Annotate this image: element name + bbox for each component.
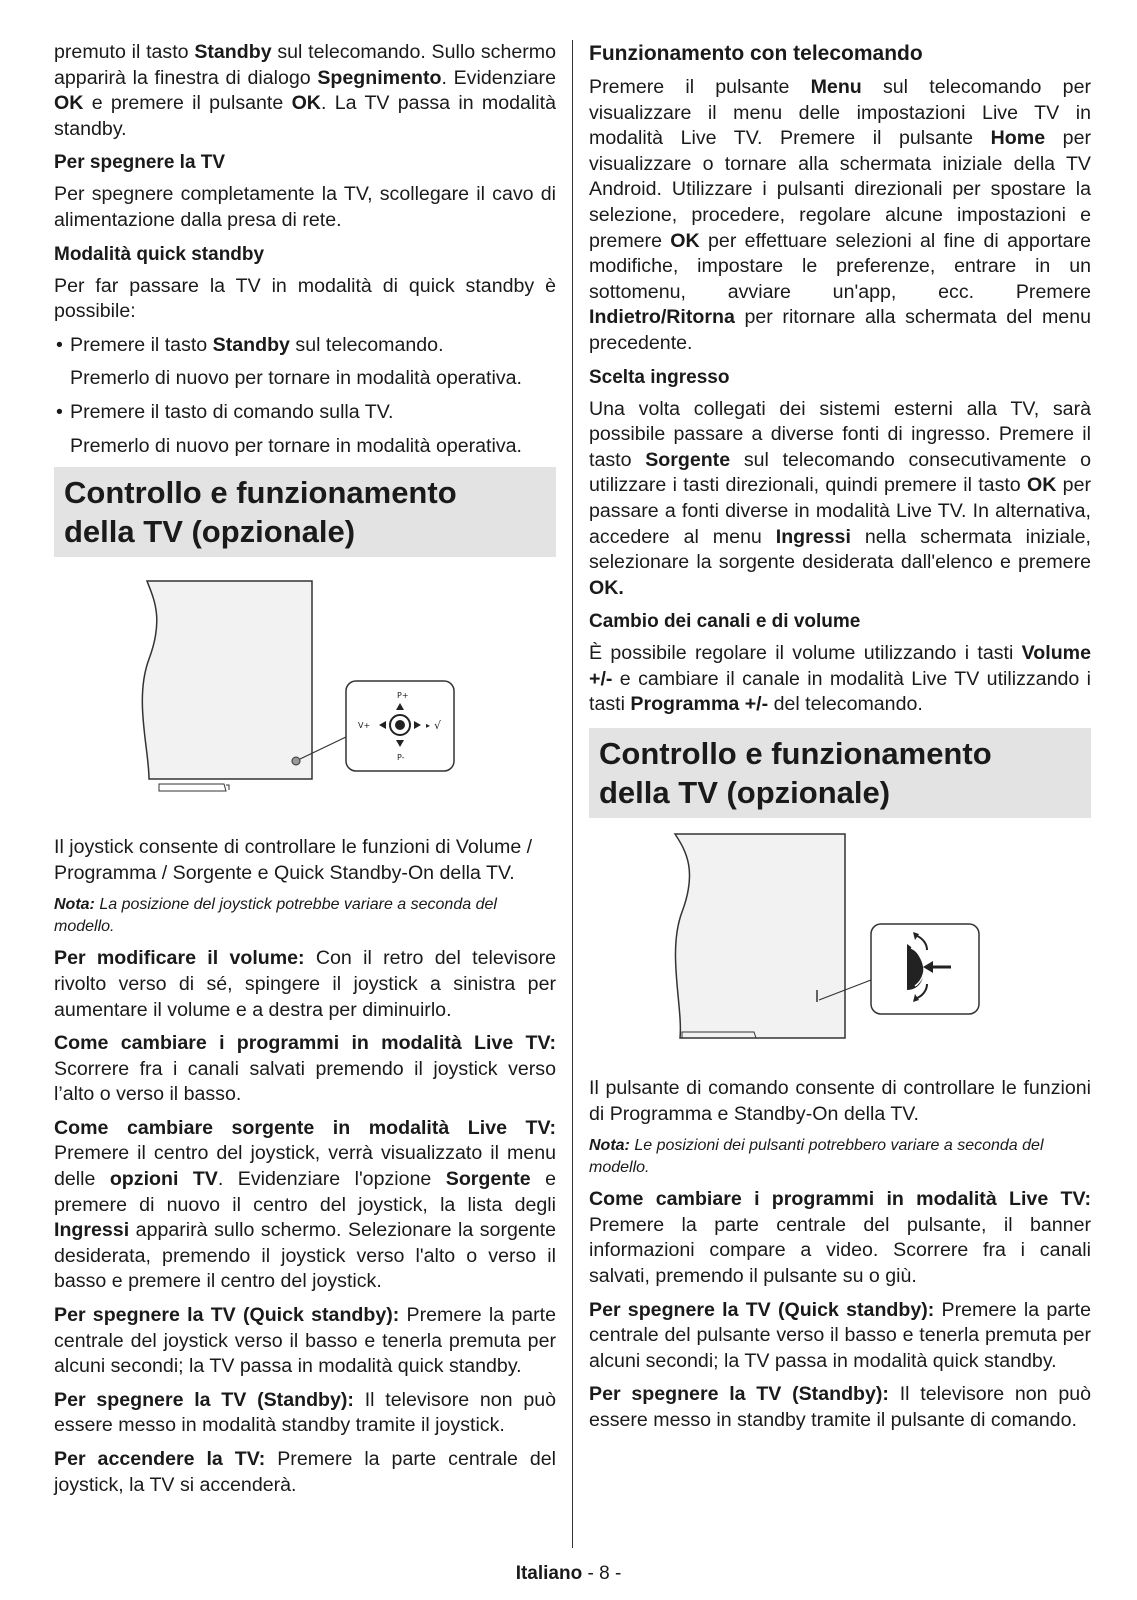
note-pulsanti: Nota: Le posizioni dei pulsanti potrebbero variare a seconda del modello. bbox=[589, 1137, 1044, 1177]
paragraph-joystick: Il joystick consente di controllare le funzioni di Volume / Programma / Sorgente e Quick Standby-On della TV. bbox=[54, 836, 533, 884]
paragraph-standby-off: Per spegnere la TV (Standby): Il televisore non può essere messo in modalità standby tramite il joystick. bbox=[54, 1388, 557, 1437]
list-item: • Premere il tasto di comando sulla TV. bbox=[54, 400, 556, 426]
svg-text:√: √ bbox=[434, 719, 442, 733]
left-column bbox=[54, 40, 556, 1506]
paragraph-accendere: Per accendere la TV: Premere la parte centrale del joystick, la TV si accenderà. bbox=[54, 1448, 556, 1496]
svg-text:▸: ▸ bbox=[426, 721, 431, 731]
tv-button-diagram bbox=[589, 832, 1091, 1056]
heading-quick-standby: Modalità quick standby bbox=[54, 243, 265, 265]
list-item-sub: Premerlo di nuovo per tornare in modalità operativa. bbox=[70, 367, 522, 390]
right-column bbox=[589, 40, 1091, 1442]
section-heading-box bbox=[54, 467, 556, 557]
paragraph-standby-intro: premuto il tasto Standby sul telecomando. Sullo schermo apparirà la finestra di dialogo Spegnimento. Evidenziare OK e premere il pulsante OK. La TV passa in modalità standby. bbox=[54, 41, 556, 140]
paragraph-programmi-pulsante: Come cambiare i programmi in modalità Live TV: Premere la parte centrale del pulsante, il banner informazioni compare a video. Scorrere fra i canali salvati, premendo il pulsante su o giù. bbox=[589, 1188, 1091, 1288]
svg-text:P+: P+ bbox=[397, 691, 409, 701]
svg-text:V+: V+ bbox=[358, 721, 371, 731]
paragraph-programmi: Come cambiare i programmi in modalità Live TV: Scorrere fra i canali salvati premendo il joystick verso l’alto o verso il basso. bbox=[54, 1032, 556, 1106]
section-heading-box bbox=[589, 728, 1091, 818]
footer-language: Italiano bbox=[515, 1563, 583, 1584]
heading-spegnere-tv: Per spegnere la TV bbox=[54, 152, 226, 174]
paragraph-telecomando: Premere il pulsante Menu sul telecomando per visualizzare il menu delle impostazioni Live TV in modalità Live TV. Premere il pulsante Home per visualizzare o tornare alla schermata iniziale della TV Android. Utilizzare i pulsanti direzionali per spostare la selezione, procedere, regolare alcune impostazioni e premere OK per effettuare selezioni al fine di apportare modifiche, impostare le preferenze, entrare in un sottomenu, avviare un'app, ecc. Premere Indietro/Ritorna per ritornare alla schermata del menu precedente. bbox=[589, 76, 1091, 354]
paragraph-canali: È possibile regolare il volume utilizzando i tasti Volume +/- e cambiare il canale in modalità Live TV utilizzando i tasti Programma +/- del telecomando. bbox=[589, 642, 1091, 716]
list-item-sub: Premerlo di nuovo per tornare in modalità operativa. bbox=[70, 434, 522, 457]
paragraph-quick-standby: Per far passare la TV in modalità di quick standby è possibile: bbox=[54, 274, 556, 323]
paragraph-quick-off: Per spegnere la TV (Quick standby): Premere la parte centrale del joystick verso il basso e tenerla premuta per alcuni secondi; la TV passa in modalità quick standby. bbox=[54, 1304, 557, 1378]
paragraph-quick-off-pulsante: Per spegnere la TV (Quick standby): Premere la parte centrale del pulsante verso il basso e tenerla premuta per alcuni secondi; la TV passa in modalità quick standby. bbox=[589, 1298, 1092, 1372]
page-footer bbox=[0, 1563, 1137, 1585]
paragraph-spegnere-tv: Per spegnere completamente la TV, scollegare il cavo di alimentazione dalla presa di rete. bbox=[54, 183, 556, 231]
paragraph-volume: Per modificare il volume: Con il retro del televisore rivolto verso di sé, spingere il joystick a sinistra per aumentare il volume e a destra per diminuirlo. bbox=[54, 947, 556, 1021]
tv-joystick-diagram bbox=[54, 579, 556, 815]
button-illustration bbox=[589, 832, 1091, 1056]
heading-canali: Cambio dei canali e di volume bbox=[589, 611, 861, 633]
list-item: • Premere il tasto Standby sul telecomando. bbox=[54, 333, 556, 359]
paragraph-standby-off-pulsante: Per spegnere la TV (Standby): Il televisore non può essere messo in standby tramite il pulsante di comando. bbox=[589, 1383, 1092, 1431]
note-joystick: Nota: La posizione del joystick potrebbe variare a seconda del modello. bbox=[54, 896, 497, 936]
paragraph-ingresso: Una volta collegati dei sistemi esterni alla TV, sarà possibile passare a diverse fonti di ingresso. Premere il tasto Sorgente sul telecomando consecutivamente o utilizzare i tasti direzionali, quindi premere il tasto OK per passare a fonti diverse in modalità Live TV. In alternativa, accedere al menu Ingressi nella schermata iniziale, selezionare la sorgente desiderata dall'elenco e premere OK. bbox=[589, 397, 1091, 599]
column-divider bbox=[572, 40, 573, 1548]
section-title: Controllo e funzionamento della TV (opzionale) bbox=[64, 475, 457, 550]
heading-ingresso: Scelta ingresso bbox=[589, 366, 730, 388]
paragraph-pulsante: Il pulsante di comando consente di controllare le funzioni di Programma e Standby-On della TV. bbox=[589, 1077, 1091, 1125]
page-number: - 8 - bbox=[582, 1563, 622, 1584]
svg-text:P-: P- bbox=[397, 753, 405, 763]
paragraph-sorgente: Come cambiare sorgente in modalità Live TV: Premere il centro del joystick, verrà visualizzato il menu delle opzioni TV. Evidenziare l'opzione Sorgente e premere di nuovo il centro del joystick, la lista degli Ingressi apparirà sullo schermo. Selezionare la sorgente desiderata, premendo il joystick verso l'alto o verso il basso e premere il centro del joystick. bbox=[54, 1116, 557, 1293]
heading-telecomando: Funzionamento con telecomando bbox=[589, 42, 923, 65]
section-title: Controllo e funzionamento della TV (opzionale) bbox=[599, 736, 992, 811]
joystick-illustration bbox=[54, 579, 556, 815]
